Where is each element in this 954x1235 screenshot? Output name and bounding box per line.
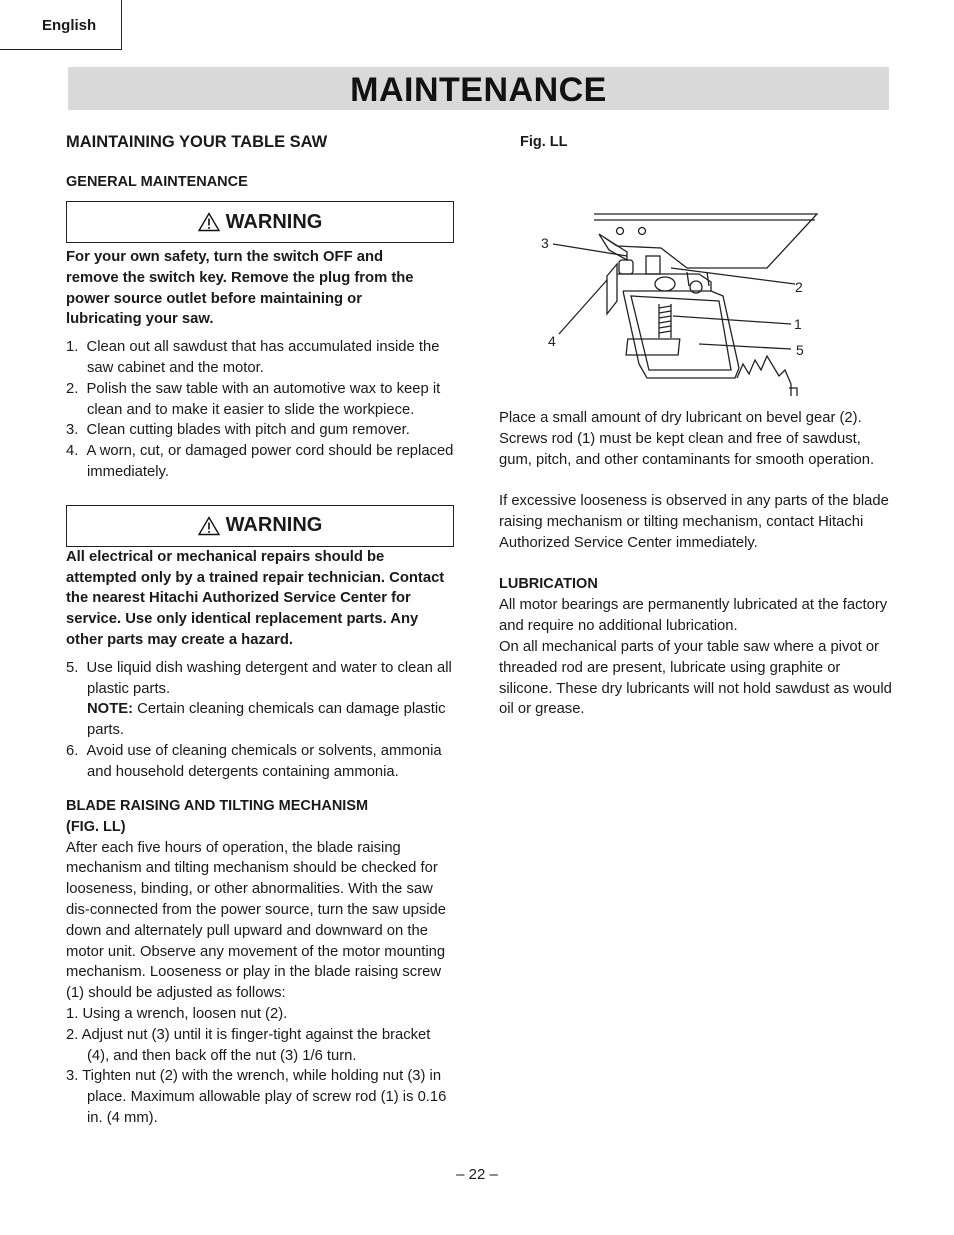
figure-label: Fig. LL	[520, 134, 568, 150]
figure-ll-diagram	[499, 156, 894, 408]
list-item: 1. Using a wrench, loosen nut (2).	[66, 1005, 288, 1022]
lubrication-paragraph-1: All motor bearings are permanently lubricated at the factory and require no additional lubrication.	[499, 597, 888, 635]
maintenance-list-2	[66, 658, 456, 700]
list-item: 5. Use liquid dish washing detergent and water to clean all plastic parts.	[66, 659, 452, 697]
maintenance-list-1	[66, 337, 456, 483]
callout-3: 3	[541, 235, 549, 251]
list-item: 2. Adjust nut (3) until it is finger-tight against the bracket (4), and then back off the nut (3) 1/6 turn.	[66, 1026, 431, 1064]
callout-5: 5	[796, 342, 804, 358]
lubrication-heading: LUBRICATION	[499, 576, 598, 593]
warning-box-2	[66, 505, 454, 547]
list-item: 1. Clean out all sawdust that has accumulated inside the saw cabinet and the motor.	[66, 339, 440, 376]
list-item: 2. Polish the saw table with an automotive wax to keep it clean and to make it easier to slide the workpiece.	[66, 380, 441, 418]
list-item: 6. Avoid use of cleaning chemicals or solvents, ammonia and household detergents containing ammonia.	[66, 742, 442, 780]
callout-1: 1	[794, 316, 802, 332]
callout-4: 4	[548, 333, 556, 349]
note-label: NOTE:	[87, 701, 134, 718]
section-title: MAINTAINING YOUR TABLE SAW	[66, 133, 328, 151]
warning-box-1	[66, 201, 454, 243]
right-column	[499, 128, 894, 720]
title-bar	[68, 67, 889, 110]
language-label: English	[42, 17, 97, 34]
note-text: Certain cleaning chemicals can damage plastic parts.	[87, 701, 446, 739]
page-number: – 22 –	[456, 1166, 498, 1183]
looseness-paragraph: If excessive looseness is observed in any parts of the blade raising mechanism or tilting mechanism, contact Hitachi Authorized Service Center immediately.	[499, 493, 889, 551]
blade-mechanism-paragraph: After each five hours of operation, the blade raising mechanism and tilting mechanism should be checked for looseness, binding, or other abnormalities. With the saw dis-connected from the power source, turn the saw upside down and alternately pull upward and downward on the motor unit. Observe any movement of the motor mounting mechanism. Looseness or play in the blade raising screw (1) should be adjusted as follows:	[66, 839, 446, 1002]
warning-triangle-icon	[198, 212, 220, 232]
general-maintenance-heading: GENERAL MAINTENANCE	[66, 174, 248, 190]
adjustment-steps	[66, 1004, 456, 1129]
page-title: MAINTENANCE	[350, 71, 607, 109]
warning-label-2: WARNING	[225, 514, 323, 537]
maintenance-list-3	[66, 741, 456, 783]
list-item: 3. Tighten nut (2) with the wrench, while holding nut (3) in place. Maximum allowable play of screw rod (1) is 0.16 in. (4 mm).	[66, 1068, 447, 1126]
list-item: 3. Clean cutting blades with pitch and gum remover.	[66, 422, 410, 439]
list-item: 4. A worn, cut, or damaged power cord should be replaced immediately.	[66, 443, 454, 480]
note	[66, 699, 456, 741]
blade-mechanism-heading-fig: (FIG. LL)	[66, 818, 126, 835]
lubrication-paragraph-2: On all mechanical parts of your table saw where a pivot or threaded rod are present, lubricate using graphite or silicone. These dry lubricants will not hold sawdust as would oil or grease.	[499, 638, 892, 718]
warning-triangle-icon	[198, 516, 220, 536]
blade-mechanism-heading: BLADE RAISING AND TILTING MECHANISM	[66, 797, 369, 814]
language-tab	[0, 0, 122, 50]
callout-2: 2	[795, 279, 803, 295]
warning-label-1: WARNING	[225, 210, 323, 233]
warning-text-1: For your own safety, turn the switch OFF and remove the switch key. Remove the plug from the power source outlet before maintaining or lubricating your saw.	[66, 249, 414, 328]
lubricant-paragraph: Place a small amount of dry lubricant on bevel gear (2). Screws rod (1) must be kept clean and free of sawdust, gum, pitch, and other contaminants for smooth operation.	[499, 410, 875, 468]
left-column	[66, 128, 456, 1129]
warning-text-2: All electrical or mechanical repairs should be attempted only by a trained repair technician. Contact the nearest Hitachi Authorized Service Center for service. Use only identical replacement parts. Any other parts may create a hazard.	[66, 548, 445, 648]
